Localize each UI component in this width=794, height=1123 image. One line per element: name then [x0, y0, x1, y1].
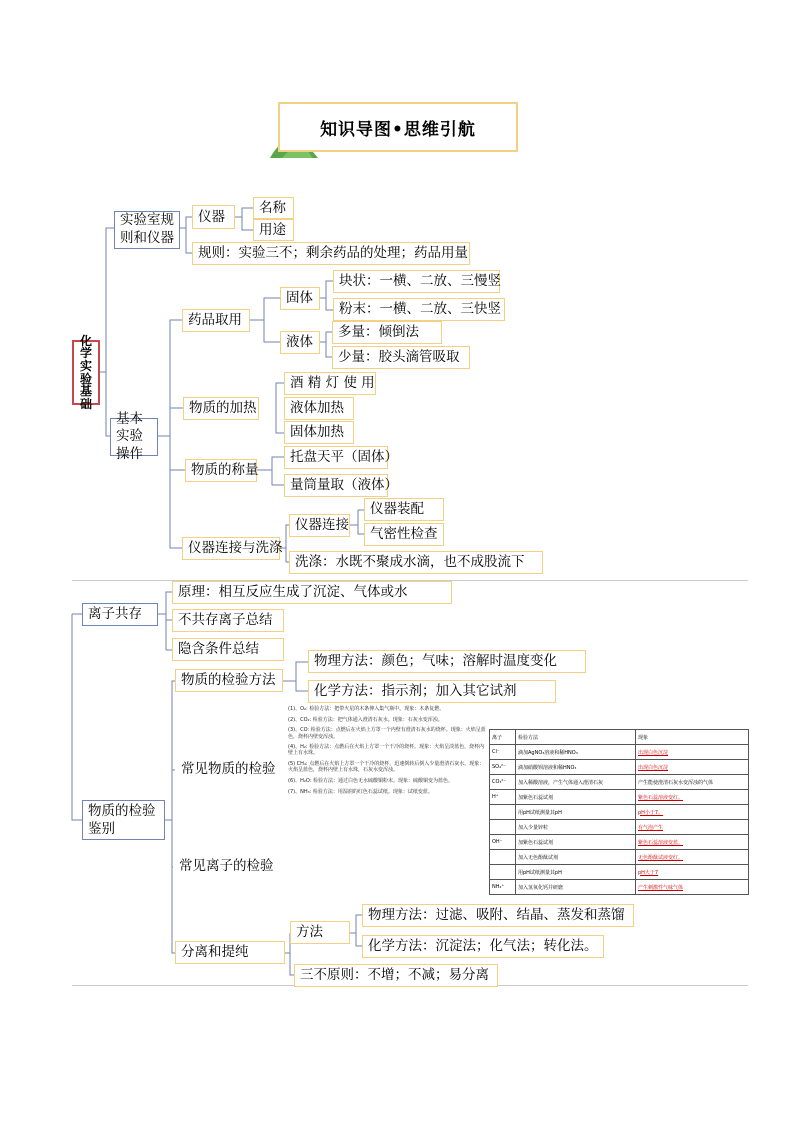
- node-small: 少量：胶头滴管吸取: [332, 346, 470, 369]
- table-cell: 滴加AgNO₃溶液和稀HNO₃: [516, 745, 636, 760]
- node-separation: 分离和提纯: [175, 941, 285, 964]
- node-sep-physical: 物理方法：过滤、吸附、结晶、蒸发和蒸馏: [362, 904, 634, 927]
- node-liquid: 液体: [280, 331, 320, 354]
- node-sep-method: 方法: [290, 921, 350, 944]
- ion-test-table: [489, 729, 749, 895]
- gas-test-item: (2)、CO₂: 检验方法：把气体通入澄清石灰水。现象：石灰水变浑浊。: [288, 716, 443, 723]
- table-cell: 产生能使澄清石灰水变浑浊的气体: [636, 775, 749, 790]
- gas-test-item: (1)、O₂: 检验方法：把带火星的木条伸入集气瓶中。现象：木条复燃。: [288, 706, 445, 712]
- node-common-ions: 常见离子的检验: [173, 855, 283, 878]
- table-cell: 滴加硝酸钡溶液和稀HNO₃: [516, 760, 636, 775]
- table-cell: 产生刺激性气味气体: [636, 880, 749, 895]
- table-cell: 加入少量锌粒: [516, 820, 636, 835]
- node-assembly: 仪器装配: [364, 498, 444, 521]
- table-cell: 加入稀酸溶液，产生气体通入澄清石灰: [516, 775, 636, 790]
- node-solid-heating: 固体加热: [284, 421, 354, 444]
- node-physical-method: 物理方法：颜色；气味；溶解时温度变化: [308, 650, 586, 673]
- node-test-methods: 物质的检验方法: [175, 669, 283, 692]
- node-rules: 规则：实验三不；剩余药品的处理；药品用量: [192, 242, 470, 265]
- table-cell: 有气泡产生: [636, 820, 749, 835]
- gas-test-item: (5) CH₄: 点燃后在火焰上方罩一个干冷的烧杯，迅速倒转后倒入少量澄清石灰水。现象：火焰呈蓝色，烧杯内壁上有水珠，石灰水变浑浊。: [288, 761, 485, 774]
- table-cell: 无色酚酞试液变红。: [636, 850, 749, 865]
- node-large: 多量：倾倒法: [332, 321, 442, 344]
- table-cell: NH₄⁺: [490, 880, 516, 895]
- table-cell: [490, 820, 516, 835]
- table-cell: 加入无色酚酞试剂: [516, 850, 636, 865]
- table-cell: pH小于7。: [636, 805, 749, 820]
- node-weighing: 物质的称量: [185, 459, 257, 482]
- gas-test-item: (3)、CO: 检验方法：点燃后在火焰上方罩一个内壁有澄清石灰水的烧杯。现象：火焰呈蓝色，烧杯内壁变浑浊。: [288, 727, 486, 740]
- table-cell: OH⁻: [490, 835, 516, 850]
- node-use: 用途: [253, 219, 294, 241]
- table-cell: 出现白色沉淀: [636, 745, 749, 760]
- node-ion-coexist: 离子共存: [82, 603, 158, 626]
- node-powder: 粉末：一横、二放、三快竖: [333, 298, 505, 321]
- table-row: [490, 775, 749, 790]
- node-name: 名称: [253, 197, 294, 219]
- node-heating: 物质的加热: [183, 397, 259, 420]
- table-cell: pH大于7: [636, 865, 749, 880]
- table-row: [490, 880, 749, 895]
- table-cell: 紫色石蕊溶液变蓝。: [636, 835, 749, 850]
- table-cell: 用pH试纸测量其pH: [516, 865, 636, 880]
- root-node-chem-lab: 化学实验基础: [72, 340, 100, 405]
- node-common-substances: 常见物质的检验: [175, 758, 279, 781]
- table-row: [490, 805, 749, 820]
- node-airtight: 气密性检查: [364, 523, 444, 546]
- node-identify: 物质的检验 鉴别: [82, 800, 165, 840]
- page-title: 知识导图•思维引航: [278, 102, 518, 152]
- table-cell: 用pH试纸测量其pH: [516, 805, 636, 820]
- table-cell: [490, 805, 516, 820]
- node-chemical-method: 化学方法：指示剂；加入其它试剂: [308, 680, 556, 703]
- table-row: [490, 850, 749, 865]
- table-cell: 紫色石蕊溶液变红。: [636, 790, 749, 805]
- node-not-coexist: 不共存离子总结: [172, 609, 284, 632]
- gas-test-item: (6)、H₂O: 检验方法：通过白色无水硫酸铜粉末。现象：硫酸铜变为蓝色。: [288, 777, 453, 784]
- gas-test-list: [288, 706, 488, 799]
- table-cell: 加紫色石蕊试剂: [516, 790, 636, 805]
- table-cell: Cl⁻: [490, 745, 516, 760]
- table-row: [490, 820, 749, 835]
- node-lab-rules: 实验室规则和仪器: [114, 211, 180, 249]
- table-row: [490, 790, 749, 805]
- table-header: 离子: [490, 730, 516, 745]
- table-row: [490, 760, 749, 775]
- gas-test-item: (4)、H₂: 检验方法：点燃后在火焰上方罩一个干冷的烧杯。现象：火焰呈淡蓝色，烧杯内壁上有水珠。: [288, 744, 485, 757]
- node-cylinder: 量筒量取（液体）: [284, 474, 388, 497]
- table-cell: 加入氢氧化钙并研磨: [516, 880, 636, 895]
- node-wash: 洗涤：水既不聚成水滴，也不成股流下: [289, 551, 543, 574]
- node-solid: 固体: [280, 287, 320, 310]
- node-connect-wash: 仪器连接与洗涤: [182, 537, 280, 560]
- node-lump: 块状：一横、二放、三慢竖: [333, 270, 500, 293]
- table-row: [490, 865, 749, 880]
- table-cell: [490, 850, 516, 865]
- node-sep-chemical: 化学方法：沉淀法；化气法；转化法。: [362, 935, 604, 958]
- table-header-row: [490, 730, 749, 745]
- table-header: 检验方法: [516, 730, 636, 745]
- table-cell: 出现白色沉淀: [636, 760, 749, 775]
- node-basic-ops: 基本实验操作: [110, 418, 158, 456]
- node-three-no: 三不原则：不增；不减；易分离: [294, 964, 498, 987]
- node-connect: 仪器连接: [289, 514, 350, 537]
- table-header: 现象: [636, 730, 749, 745]
- gas-test-item: (7)、NH₃: 检验方法：用湿润的红色石蕊试纸。现象：试纸变蓝。: [288, 788, 433, 795]
- node-hidden-conditions: 隐含条件总结: [172, 638, 284, 661]
- node-liquid-heating: 液体加热: [284, 397, 354, 420]
- table-row: [490, 835, 749, 850]
- node-taking: 药品取用: [182, 309, 250, 332]
- node-balance: 托盘天平（固体）: [284, 446, 388, 469]
- node-instrument: 仪器: [192, 205, 235, 229]
- node-principle: 原理：相互反应生成了沉淀、气体或水: [172, 581, 452, 604]
- node-lamp: 酒 精 灯 使 用: [284, 372, 376, 395]
- table-row: [490, 745, 749, 760]
- table-cell: SO₄²⁻: [490, 760, 516, 775]
- table-cell: H⁺: [490, 790, 516, 805]
- table-cell: [490, 865, 516, 880]
- table-cell: 加紫色石蕊试剂: [516, 835, 636, 850]
- table-cell: CO₃²⁻: [490, 775, 516, 790]
